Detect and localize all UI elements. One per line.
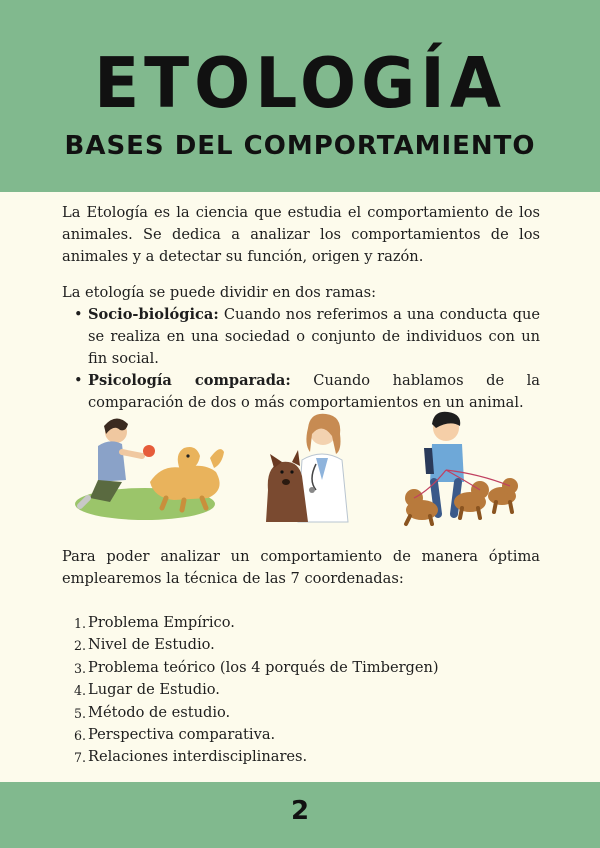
list-item xyxy=(62,657,540,679)
method-intro-paragraph: Para poder analizar un comportamiento de manera óptima emplearemos la técnica de las 7 coordenadas: xyxy=(62,548,540,587)
veterinarian-with-dog-illustration xyxy=(266,414,348,522)
step-text: Problema Empírico. xyxy=(88,614,235,631)
step-text: Problema teórico (los 4 porqués de Timbergen) xyxy=(88,658,439,676)
list-item xyxy=(62,679,540,701)
branch-text: Cuando hablamos de la comparación de dos o más comportamientos en un animal. xyxy=(88,372,540,411)
main-content xyxy=(62,202,540,414)
coordinates-list xyxy=(62,612,540,769)
intro-paragraph: La Etología es la ciencia que estudia el comportamiento de los animales. Se dedica a analizar los comportamientos de los animales y a detectar su función, origen y razón. xyxy=(62,204,540,265)
list-item xyxy=(62,634,540,656)
branches-lead: La etología se puede dividir en dos ramas: xyxy=(62,284,376,301)
step-text: Relaciones interdisciplinares. xyxy=(88,748,308,766)
bullet-icon: • xyxy=(74,372,83,389)
list-item xyxy=(62,702,540,724)
footer-banner xyxy=(0,782,600,848)
page-title: ETOLOGÍA xyxy=(94,43,506,124)
page-number: 2 xyxy=(290,796,310,826)
step-number: 3. xyxy=(74,660,87,676)
step-text: Método de estudio. xyxy=(88,703,231,721)
list-item xyxy=(62,724,540,746)
list-item xyxy=(62,612,540,634)
step-number: 1. xyxy=(74,616,87,631)
step-number: 5. xyxy=(74,705,87,721)
branch-text: Cuando nos referimos a una conducta que se realiza en una sociedad o conjunto de individuos con un fin social. xyxy=(88,306,540,367)
header-banner xyxy=(0,0,600,192)
step-number: 6. xyxy=(74,728,87,744)
step-number: 7. xyxy=(74,750,87,766)
branch-term: Psicología comparada: xyxy=(88,372,291,389)
person-playing-ball-with-dog-illustration xyxy=(75,418,224,520)
illustrations-row xyxy=(70,410,530,535)
bullet-icon: • xyxy=(74,306,83,323)
list-item xyxy=(62,746,540,768)
branch-term: Socio-biológica: xyxy=(88,306,219,323)
page-subtitle: BASES DEL COMPORTAMIENTO xyxy=(64,131,536,161)
branches-list xyxy=(62,304,540,414)
list-item xyxy=(62,304,540,370)
list-item xyxy=(62,370,540,414)
step-number: 4. xyxy=(74,683,87,699)
step-text: Nivel de Estudio. xyxy=(88,636,215,654)
step-text: Perspectiva comparativa. xyxy=(88,726,276,744)
boy-walking-dogs-illustration xyxy=(405,412,518,524)
step-text: Lugar de Estudio. xyxy=(88,681,220,699)
step-number: 2. xyxy=(74,638,87,654)
